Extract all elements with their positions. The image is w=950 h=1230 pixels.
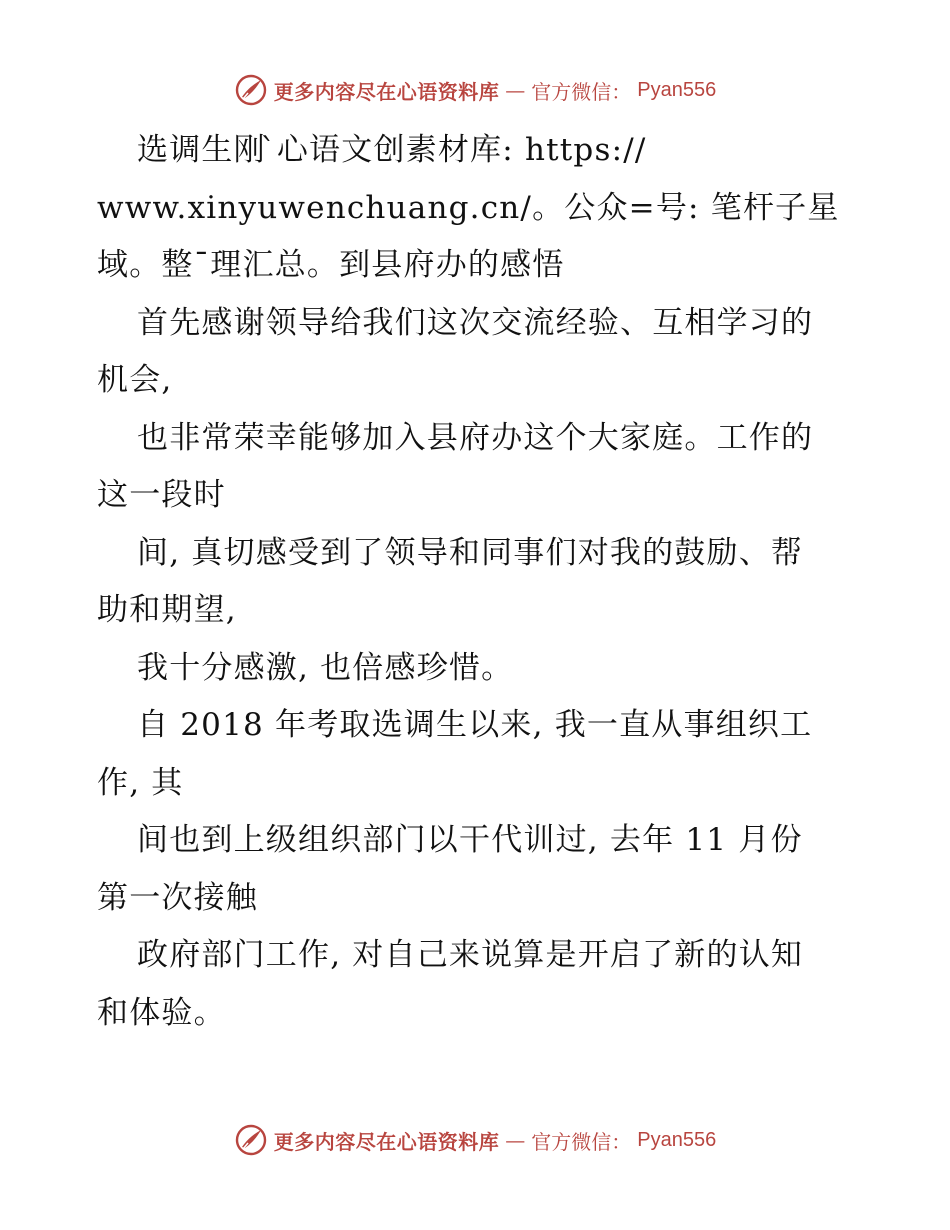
- footer-banner: [0, 1120, 950, 1160]
- body-line-13: 间也到上级组织部门以干代训过, 去年 11 月份: [137, 822, 803, 858]
- body-line-11: 自 2018 年考取选调生以来, 我一直从事组织工: [137, 707, 813, 743]
- body-line-15: 政府部门工作, 对自己来说算是开启了新的认知: [137, 937, 804, 973]
- body-line-7: 这一段时: [97, 477, 226, 513]
- banner-wechat-label: 官方微信：: [531, 1129, 632, 1154]
- quill-pen-logo-icon: [234, 1123, 268, 1157]
- body-line-4: 首先感谢领导给我们这次交流经验、互相学习的: [137, 304, 814, 341]
- banner-main-text: 更多内容尽在心语资料库: [273, 1129, 500, 1154]
- body-line-16: 和体验。: [97, 994, 226, 1031]
- body-line-6: 也非常荣幸能够加入县府办这个大家庭。工作的: [137, 419, 814, 456]
- body-line-8: 间, 真切感受到了领导和同事们对我的鼓励、帮: [137, 534, 804, 571]
- banner-wechat-id: Pyan556: [637, 78, 717, 101]
- body-line-10: 我十分感激, 也倍感珍惜。: [137, 649, 514, 686]
- banner-dash: —: [505, 78, 526, 102]
- banner-wechat-label: 官方微信：: [531, 79, 632, 104]
- quill-pen-logo-icon: [234, 73, 268, 107]
- banner-main-text: 更多内容尽在心语资料库: [273, 79, 500, 104]
- document-body: [97, 122, 857, 1042]
- banner-wechat-id: Pyan556: [637, 1128, 717, 1151]
- body-line-5: 机会,: [97, 362, 173, 398]
- body-line-2: www.xinyuwenchuang.cn/。公众=号: 笔杆子星: [97, 189, 840, 226]
- header-banner: [0, 70, 950, 110]
- body-line-3: 域。整¯理汇总。到县府办的感悟: [97, 247, 565, 283]
- body-line-9: 助和期望,: [97, 592, 237, 628]
- body-line-1: 选调生刚 ̀心语文创素材库: https://: [137, 132, 647, 168]
- banner-dash: —: [505, 1128, 526, 1152]
- body-line-12: 作, 其: [97, 764, 184, 801]
- body-line-14: 第一次接触: [97, 879, 258, 916]
